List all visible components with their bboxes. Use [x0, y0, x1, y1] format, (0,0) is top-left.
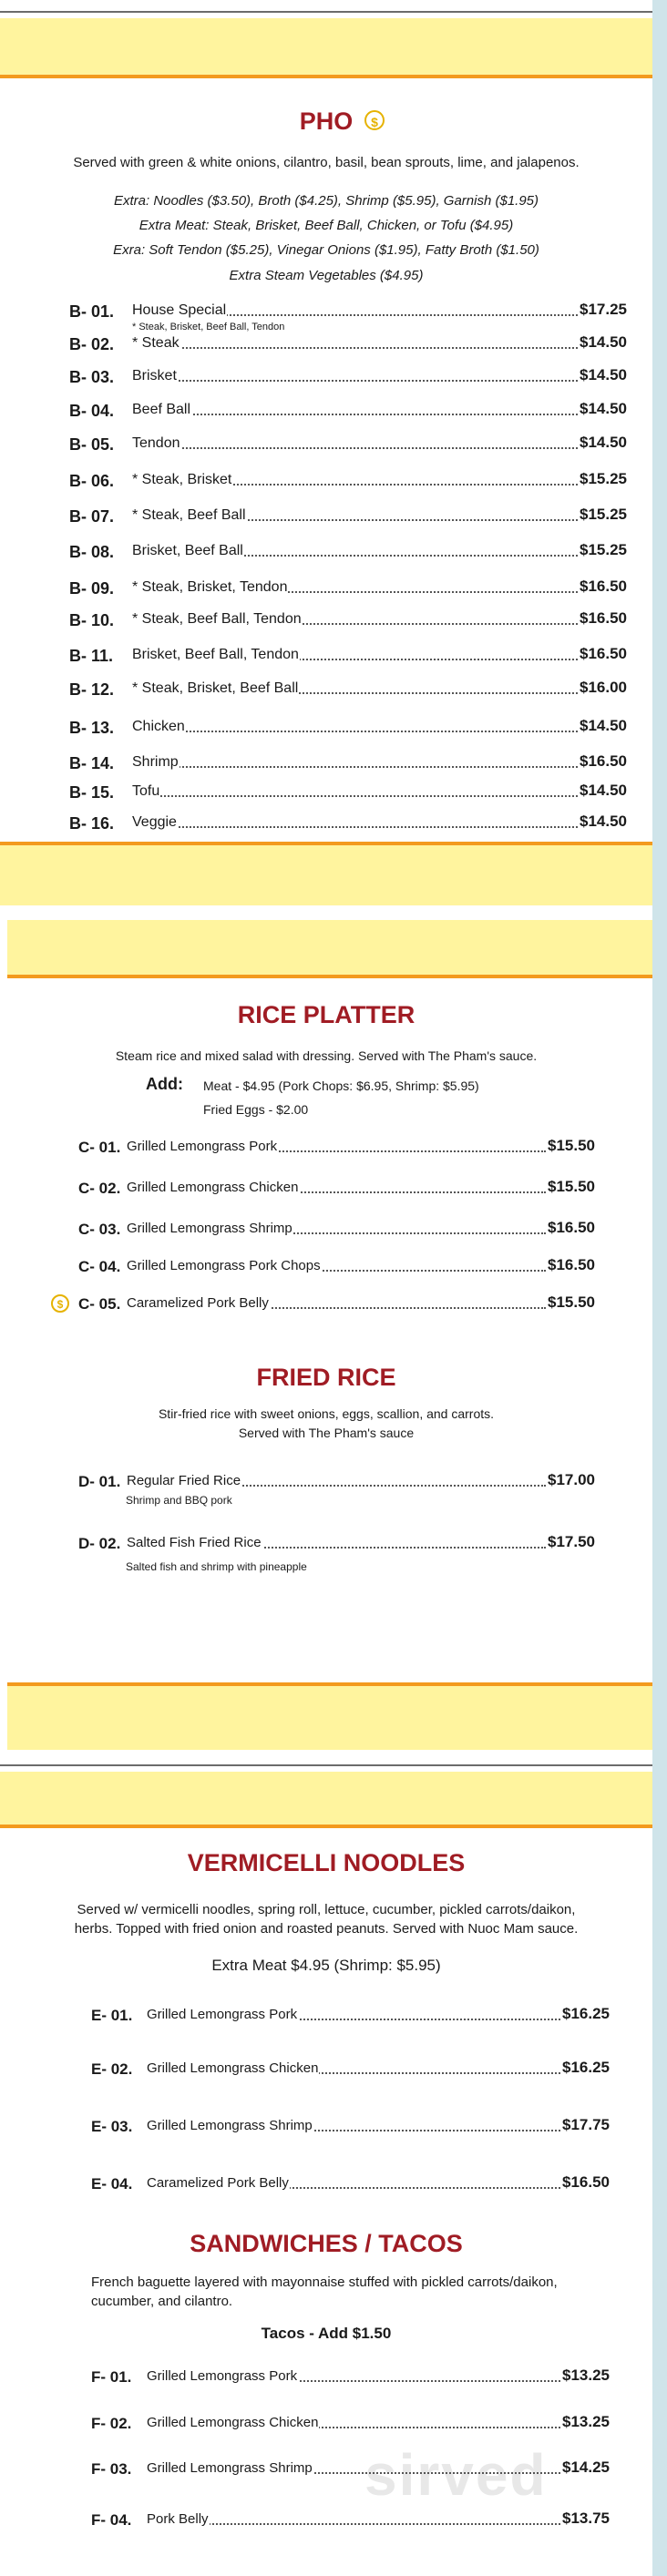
item-price: $14.50	[580, 813, 627, 830]
menu-item-row	[91, 2368, 626, 2390]
item-code: E- 02.	[91, 2060, 133, 2078]
separator-band-2	[7, 920, 652, 978]
item-price: $13.75	[562, 2510, 610, 2527]
menu-item-row	[78, 1535, 611, 1557]
item-name: Caramelized Pork Belly	[147, 2175, 289, 2191]
item-code: B- 01.	[69, 302, 115, 321]
item-price: $16.50	[580, 609, 627, 627]
item-name: House Special	[132, 302, 227, 318]
menu-item-row	[69, 543, 643, 565]
separator-band-3	[7, 1682, 652, 1750]
leader-dots	[132, 795, 578, 797]
item-code: C- 02.	[78, 1180, 121, 1197]
item-code: B- 03.	[69, 368, 115, 386]
item-name: Shrimp	[132, 754, 179, 770]
add-label: Add:	[146, 1075, 183, 1093]
menu-item-row	[69, 647, 643, 669]
add-eggs-line: Fried Eggs - $2.00	[203, 1102, 309, 1117]
item-price: $16.50	[548, 1256, 595, 1273]
menu-item-row	[91, 2175, 626, 2197]
menu-item-row	[69, 402, 643, 424]
fried-rice-title: FRIED RICE	[256, 1364, 396, 1391]
item-code: C- 03.	[78, 1221, 121, 1238]
item-code: C- 05.	[78, 1295, 121, 1313]
fried-rice-description-2: Served with The Pham's sauce	[238, 1426, 415, 1440]
item-price: $14.25	[562, 2458, 610, 2476]
item-code: B- 05.	[69, 435, 115, 454]
item-code: B- 09.	[69, 579, 115, 598]
sandwiches-title: SANDWICHES / TACOS	[190, 2230, 463, 2257]
item-name: Caramelized Pork Belly	[127, 1295, 269, 1311]
menu-item-row	[91, 2415, 626, 2437]
item-name: Pork Belly	[147, 2511, 209, 2527]
fried-rice-note-1: Shrimp and BBQ pork	[126, 1494, 232, 1507]
item-name: Grilled Lemongrass Shrimp	[147, 2460, 313, 2476]
item-price: $16.50	[562, 2173, 610, 2191]
item-name: Brisket	[132, 368, 177, 383]
menu-item-row	[69, 579, 643, 601]
leader-dots	[132, 347, 578, 349]
menu-item-row	[91, 2460, 626, 2482]
item-code: F- 01.	[91, 2368, 132, 2386]
menu-item-row	[69, 472, 643, 494]
item-name: Grilled Lemongrass Pork	[147, 2007, 298, 2022]
item-name: Grilled Lemongrass Chicken	[147, 2060, 319, 2076]
menu-item-row	[69, 435, 643, 457]
item-price: $16.50	[580, 645, 627, 662]
item-price: $17.00	[548, 1471, 595, 1488]
menu-item-row	[69, 814, 643, 836]
separator-band-1	[0, 842, 652, 905]
item-price: $15.25	[580, 506, 627, 523]
pho-extra-1: Extra: Noodles ($3.50), Broth ($4.25), Shrimp ($5.95), Garnish ($1.95)	[113, 193, 539, 209]
menu-item-row	[69, 719, 643, 741]
item-code: B- 07.	[69, 507, 115, 526]
item-price: $15.25	[580, 470, 627, 487]
item-name: Chicken	[132, 719, 185, 734]
item-price: $16.00	[580, 679, 627, 696]
vermicelli-extra: Extra Meat $4.95 (Shrimp: $5.95)	[211, 1957, 441, 1974]
item-code: B- 06.	[69, 472, 115, 490]
item-price: $16.50	[580, 578, 627, 595]
item-name: Brisket, Beef Ball, Tendon	[132, 647, 299, 662]
item-name: * Steak, Brisket, Tendon	[132, 579, 288, 595]
fried-rice-description-1: Stir-fried rice with sweet onions, eggs, scallion, and carrots.	[158, 1406, 495, 1421]
vermicelli-description-1: Served w/ vermicelli noodles, spring roll, lettuce, cucumber, pickled carrots/daikon,	[77, 1902, 576, 1917]
menu-item-row	[78, 1180, 611, 1201]
item-code: B- 16.	[69, 814, 115, 833]
item-price: $15.50	[548, 1137, 595, 1154]
item-price: $16.50	[548, 1219, 595, 1236]
pho-extra-3: Exra: Soft Tendon ($5.25), Vinegar Onions ($1.95), Fatty Broth ($1.50)	[113, 242, 539, 258]
vermicelli-title: VERMICELLI NOODLES	[187, 1849, 466, 1876]
top-divider	[0, 11, 652, 13]
pho-title: PHO	[299, 107, 354, 135]
item-name: Tendon	[132, 435, 180, 451]
menu-item-row	[69, 754, 643, 776]
tacos-addon: Tacos - Add $1.50	[261, 2325, 392, 2342]
leader-dots	[132, 447, 578, 449]
item-name: * Steak, Beef Ball, Tendon	[132, 611, 302, 627]
item-price: $14.50	[580, 400, 627, 417]
menu-item-row	[78, 1139, 611, 1160]
item-code: F- 02.	[91, 2415, 132, 2432]
item-name: Grilled Lemongrass Pork	[127, 1139, 278, 1154]
header-band	[0, 18, 652, 78]
item-name: Grilled Lemongrass Shrimp	[147, 2118, 313, 2133]
pho-extra-4: Extra Steam Vegetables ($4.95)	[229, 268, 424, 283]
leader-dots	[132, 380, 578, 382]
item-name: Brisket, Beef Ball	[132, 543, 243, 558]
item-name: Tofu	[132, 783, 160, 799]
item-name: * Steak, Beef Ball	[132, 507, 246, 523]
item-price: $15.25	[580, 541, 627, 558]
menu-item-row	[78, 1221, 611, 1242]
menu-item-row	[69, 783, 643, 805]
item-code: B- 08.	[69, 543, 115, 561]
leader-dots	[132, 414, 578, 415]
item-price: $14.50	[580, 717, 627, 734]
menu-item-row	[91, 2118, 626, 2140]
right-edge-bar	[652, 0, 667, 2576]
item-price: $15.50	[548, 1178, 595, 1195]
menu-item-row	[78, 1295, 611, 1317]
leader-dots	[132, 766, 578, 768]
menu-item-row	[69, 611, 643, 633]
item-price: $17.50	[548, 1533, 595, 1550]
item-price: $14.50	[580, 782, 627, 799]
menu-item-row	[91, 2511, 626, 2533]
item-price: $14.50	[580, 333, 627, 351]
item-code: C- 01.	[78, 1139, 121, 1156]
add-meat-line: Meat - $4.95 (Pork Chops: $6.95, Shrimp: $5.95)	[203, 1078, 479, 1093]
dollar-coin-icon: $	[51, 1294, 69, 1313]
item-name: Grilled Lemongrass Pork Chops	[127, 1258, 321, 1273]
item-price: $15.50	[548, 1293, 595, 1311]
item-price: $13.25	[562, 2413, 610, 2430]
item-name: * Steak, Brisket	[132, 472, 232, 487]
item-name: Salted Fish Fried Rice	[127, 1535, 262, 1550]
sandwiches-description-1: French baguette layered with mayonnaise stuffed with pickled carrots/daikon,	[91, 2274, 558, 2290]
item-price: $14.50	[580, 366, 627, 383]
sandwiches-description-2: cucumber, and cilantro.	[91, 2294, 233, 2309]
item-price: $13.25	[562, 2366, 610, 2384]
item-name: * Steak	[132, 335, 180, 351]
item-name: Grilled Lemongrass Shrimp	[127, 1221, 292, 1236]
item-name: Beef Ball	[132, 402, 191, 417]
item-code: B- 11.	[69, 647, 114, 665]
menu-item-row	[69, 368, 643, 390]
dollar-coin-icon: $	[364, 110, 385, 130]
item-code: B- 12.	[69, 680, 115, 699]
item-price: $16.25	[562, 2005, 610, 2022]
menu-item-row	[91, 2060, 626, 2082]
rice-platter-title: RICE PLATTER	[237, 1001, 416, 1028]
item-code: D- 01.	[78, 1473, 121, 1490]
item-name: Grilled Lemongrass Pork	[147, 2368, 298, 2384]
item-code: F- 03.	[91, 2460, 132, 2478]
pho-extra-2: Extra Meat: Steak, Brisket, Beef Ball, Chicken, or Tofu ($4.95)	[139, 218, 514, 233]
item-price: $17.25	[580, 301, 627, 318]
item-code: F- 04.	[91, 2511, 132, 2529]
item-price: $16.50	[580, 752, 627, 770]
fried-rice-note-2: Salted fish and shrimp with pineapple	[126, 1560, 307, 1573]
leader-dots	[132, 826, 578, 828]
item-code: B- 13.	[69, 719, 115, 737]
item-code: B- 15.	[69, 783, 115, 802]
item-price: $17.75	[562, 2116, 610, 2133]
pho-item-note: * Steak, Brisket, Beef Ball, Tendon	[132, 322, 285, 332]
menu-item-row	[69, 335, 643, 357]
item-code: E- 04.	[91, 2175, 133, 2193]
pho-description: Served with green & white onions, cilantro, basil, bean sprouts, lime, and jalapenos.	[73, 155, 580, 170]
menu-item-row	[69, 507, 643, 529]
item-code: B- 14.	[69, 754, 115, 772]
vermicelli-description-2: herbs. Topped with fried onion and roasted peanuts. Served with Nuoc Mam sauce.	[74, 1921, 579, 1937]
menu-item-row	[69, 680, 643, 702]
item-code: C- 04.	[78, 1258, 121, 1275]
item-code: D- 02.	[78, 1535, 121, 1552]
rice-platter-description: Steam rice and mixed salad with dressing. Served with The Pham's sauce.	[115, 1048, 538, 1063]
item-name: Grilled Lemongrass Chicken	[127, 1180, 299, 1195]
leader-dots	[132, 731, 578, 732]
menu-item-row	[91, 2007, 626, 2029]
item-name: * Steak, Brisket, Beef Ball	[132, 680, 299, 696]
item-price: $14.50	[580, 434, 627, 451]
item-code: B- 02.	[69, 335, 115, 353]
item-code: E- 03.	[91, 2118, 133, 2135]
item-price: $16.25	[562, 2059, 610, 2076]
separator-band-4	[0, 1772, 652, 1828]
sirved-watermark: sirved	[364, 2442, 548, 2508]
item-code: B- 10.	[69, 611, 115, 629]
item-name: Grilled Lemongrass Chicken	[147, 2415, 319, 2430]
menu-item-row	[78, 1258, 611, 1280]
item-name: Regular Fried Rice	[127, 1473, 241, 1488]
item-code: B- 04.	[69, 402, 115, 420]
menu-item-row	[78, 1473, 611, 1495]
item-name: Veggie	[132, 814, 177, 830]
item-code: E- 01.	[91, 2007, 133, 2024]
divider-line	[0, 1764, 652, 1766]
